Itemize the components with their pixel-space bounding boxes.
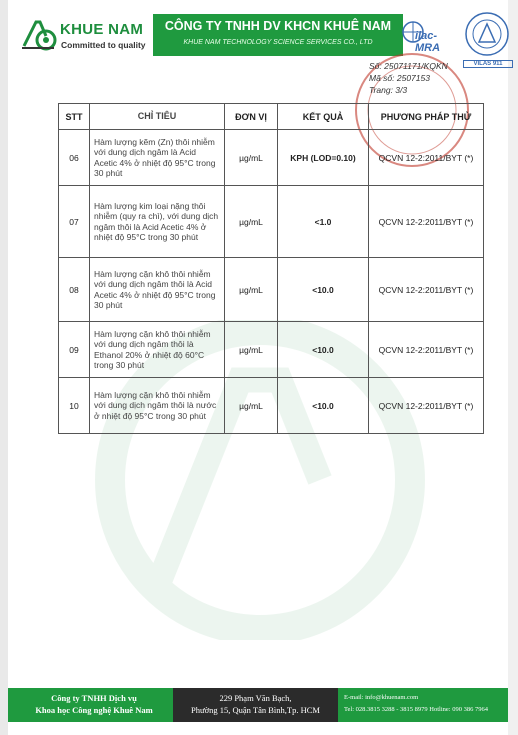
footer-email: E-mail: info@khuenam.com: [344, 694, 419, 701]
col-header-ket-qua: KẾT QUẢ: [278, 104, 369, 130]
table-row: [59, 186, 484, 258]
vilas-label: VILAS 911: [463, 60, 513, 68]
cell-chi-tieu: Hàm lượng cặn khô thôi nhiễm với dung dịch ngâm thôi là Acid Acetic 4% ở nhiệt độ 95°C trong 30 phút: [90, 258, 225, 322]
scan-edge-left: [0, 0, 8, 735]
cell-don-vi: µg/mL: [225, 258, 278, 322]
cell-ket-qua: <10.0: [278, 258, 369, 322]
cell-chi-tieu: Hàm lượng cặn khô thôi nhiễm với dung dịch ngâm thôi là nước ở nhiệt độ 95°C trong 30 phút: [90, 378, 225, 434]
footer-contact: [344, 692, 488, 716]
cell-chi-tieu: Hàm lượng kẽm (Zn) thôi nhiễm với dung dịch ngâm là Acid Acetic 4% ở nhiệt độ 95°C trong 30 phút: [90, 130, 225, 186]
cell-don-vi: µg/mL: [225, 186, 278, 258]
company-name-en: KHUE NAM TECHNOLOGY SCIENCE SERVICES CO., LTD: [183, 39, 373, 46]
company-name: CÔNG TY TNHH DV KHCN KHUÊ NAM: [164, 19, 392, 33]
footer-company: [8, 692, 180, 716]
footer-address-line1: 229 Phạm Văn Bạch,: [219, 693, 292, 703]
cell-phuong-phap: QCVN 12-2:2011/BYT (*): [369, 186, 484, 258]
cell-don-vi: µg/mL: [225, 322, 278, 378]
col-header-stt: STT: [59, 104, 90, 130]
footer-address: [173, 688, 338, 722]
cell-don-vi: µg/mL: [225, 378, 278, 434]
footer-company-line1: Công ty TNHH Dịch vụ: [51, 693, 137, 703]
footer-address-line2: Phường 15, Quận Tân Bình,Tp. HCM: [191, 705, 320, 715]
col-header-don-vi: ĐƠN VỊ: [225, 104, 278, 130]
logo-name: KHUE NAM: [60, 21, 144, 38]
cell-ket-qua: <1.0: [278, 186, 369, 258]
cell-chi-tieu: Hàm lượng cặn khô thôi nhiễm với dung dịch ngâm thôi là Ethanol 20% ở nhiệt độ 60°C trong 30 phút: [90, 322, 225, 378]
table-header-row: [59, 104, 484, 130]
footer-band: [8, 688, 508, 722]
col-header-phuong-phap: PHƯƠNG PHÁP THỬ: [369, 104, 484, 130]
footer-phone: Tel: 028.3815 3288 - 3815 8979 Hotline: 090 386 7964: [344, 706, 488, 713]
table-row: [59, 322, 484, 378]
page-number: Trang: 3/3: [369, 85, 408, 95]
cell-ket-qua: <10.0: [278, 378, 369, 434]
results-table: [58, 103, 484, 434]
cell-phuong-phap: QCVN 12-2:2011/BYT (*): [369, 322, 484, 378]
col-header-chi-tieu: CHỈ TIÊU: [90, 104, 225, 130]
cell-stt: 06: [59, 130, 90, 186]
ilac-label: ilac-MRA: [415, 30, 441, 54]
company-logo: [16, 14, 156, 54]
cell-ket-qua: KPH (LOD=0.10): [278, 130, 369, 186]
cell-chi-tieu: Hàm lượng kim loại nặng thôi nhiễm (quy ra chì), với dung dịch ngâm thôi là Acid Acetic 4% ở nhiệt độ 95°C trong 30 phút: [90, 186, 225, 258]
cell-ket-qua: <10.0: [278, 322, 369, 378]
cell-stt: 08: [59, 258, 90, 322]
logo-tagline: Committed to quality: [61, 40, 146, 50]
table-row: [59, 130, 484, 186]
scan-edge-right: [508, 0, 518, 735]
flask-logo-icon: [16, 14, 60, 54]
cell-phuong-phap: QCVN 12-2:2011/BYT (*): [369, 378, 484, 434]
footer-company-line2: Khoa học Công nghệ Khuê Nam: [35, 705, 153, 715]
table-row: [59, 378, 484, 434]
cell-stt: 10: [59, 378, 90, 434]
cell-phuong-phap: QCVN 12-2:2011/BYT (*): [369, 130, 484, 186]
cell-phuong-phap: QCVN 12-2:2011/BYT (*): [369, 258, 484, 322]
cell-don-vi: µg/mL: [225, 130, 278, 186]
report-info: [369, 60, 448, 96]
cell-stt: 09: [59, 322, 90, 378]
table-row: [59, 258, 484, 322]
report-code: Mã số: 2507153: [369, 73, 430, 83]
cell-stt: 07: [59, 186, 90, 258]
report-number: Số: 25071171/KQKN: [369, 61, 448, 71]
